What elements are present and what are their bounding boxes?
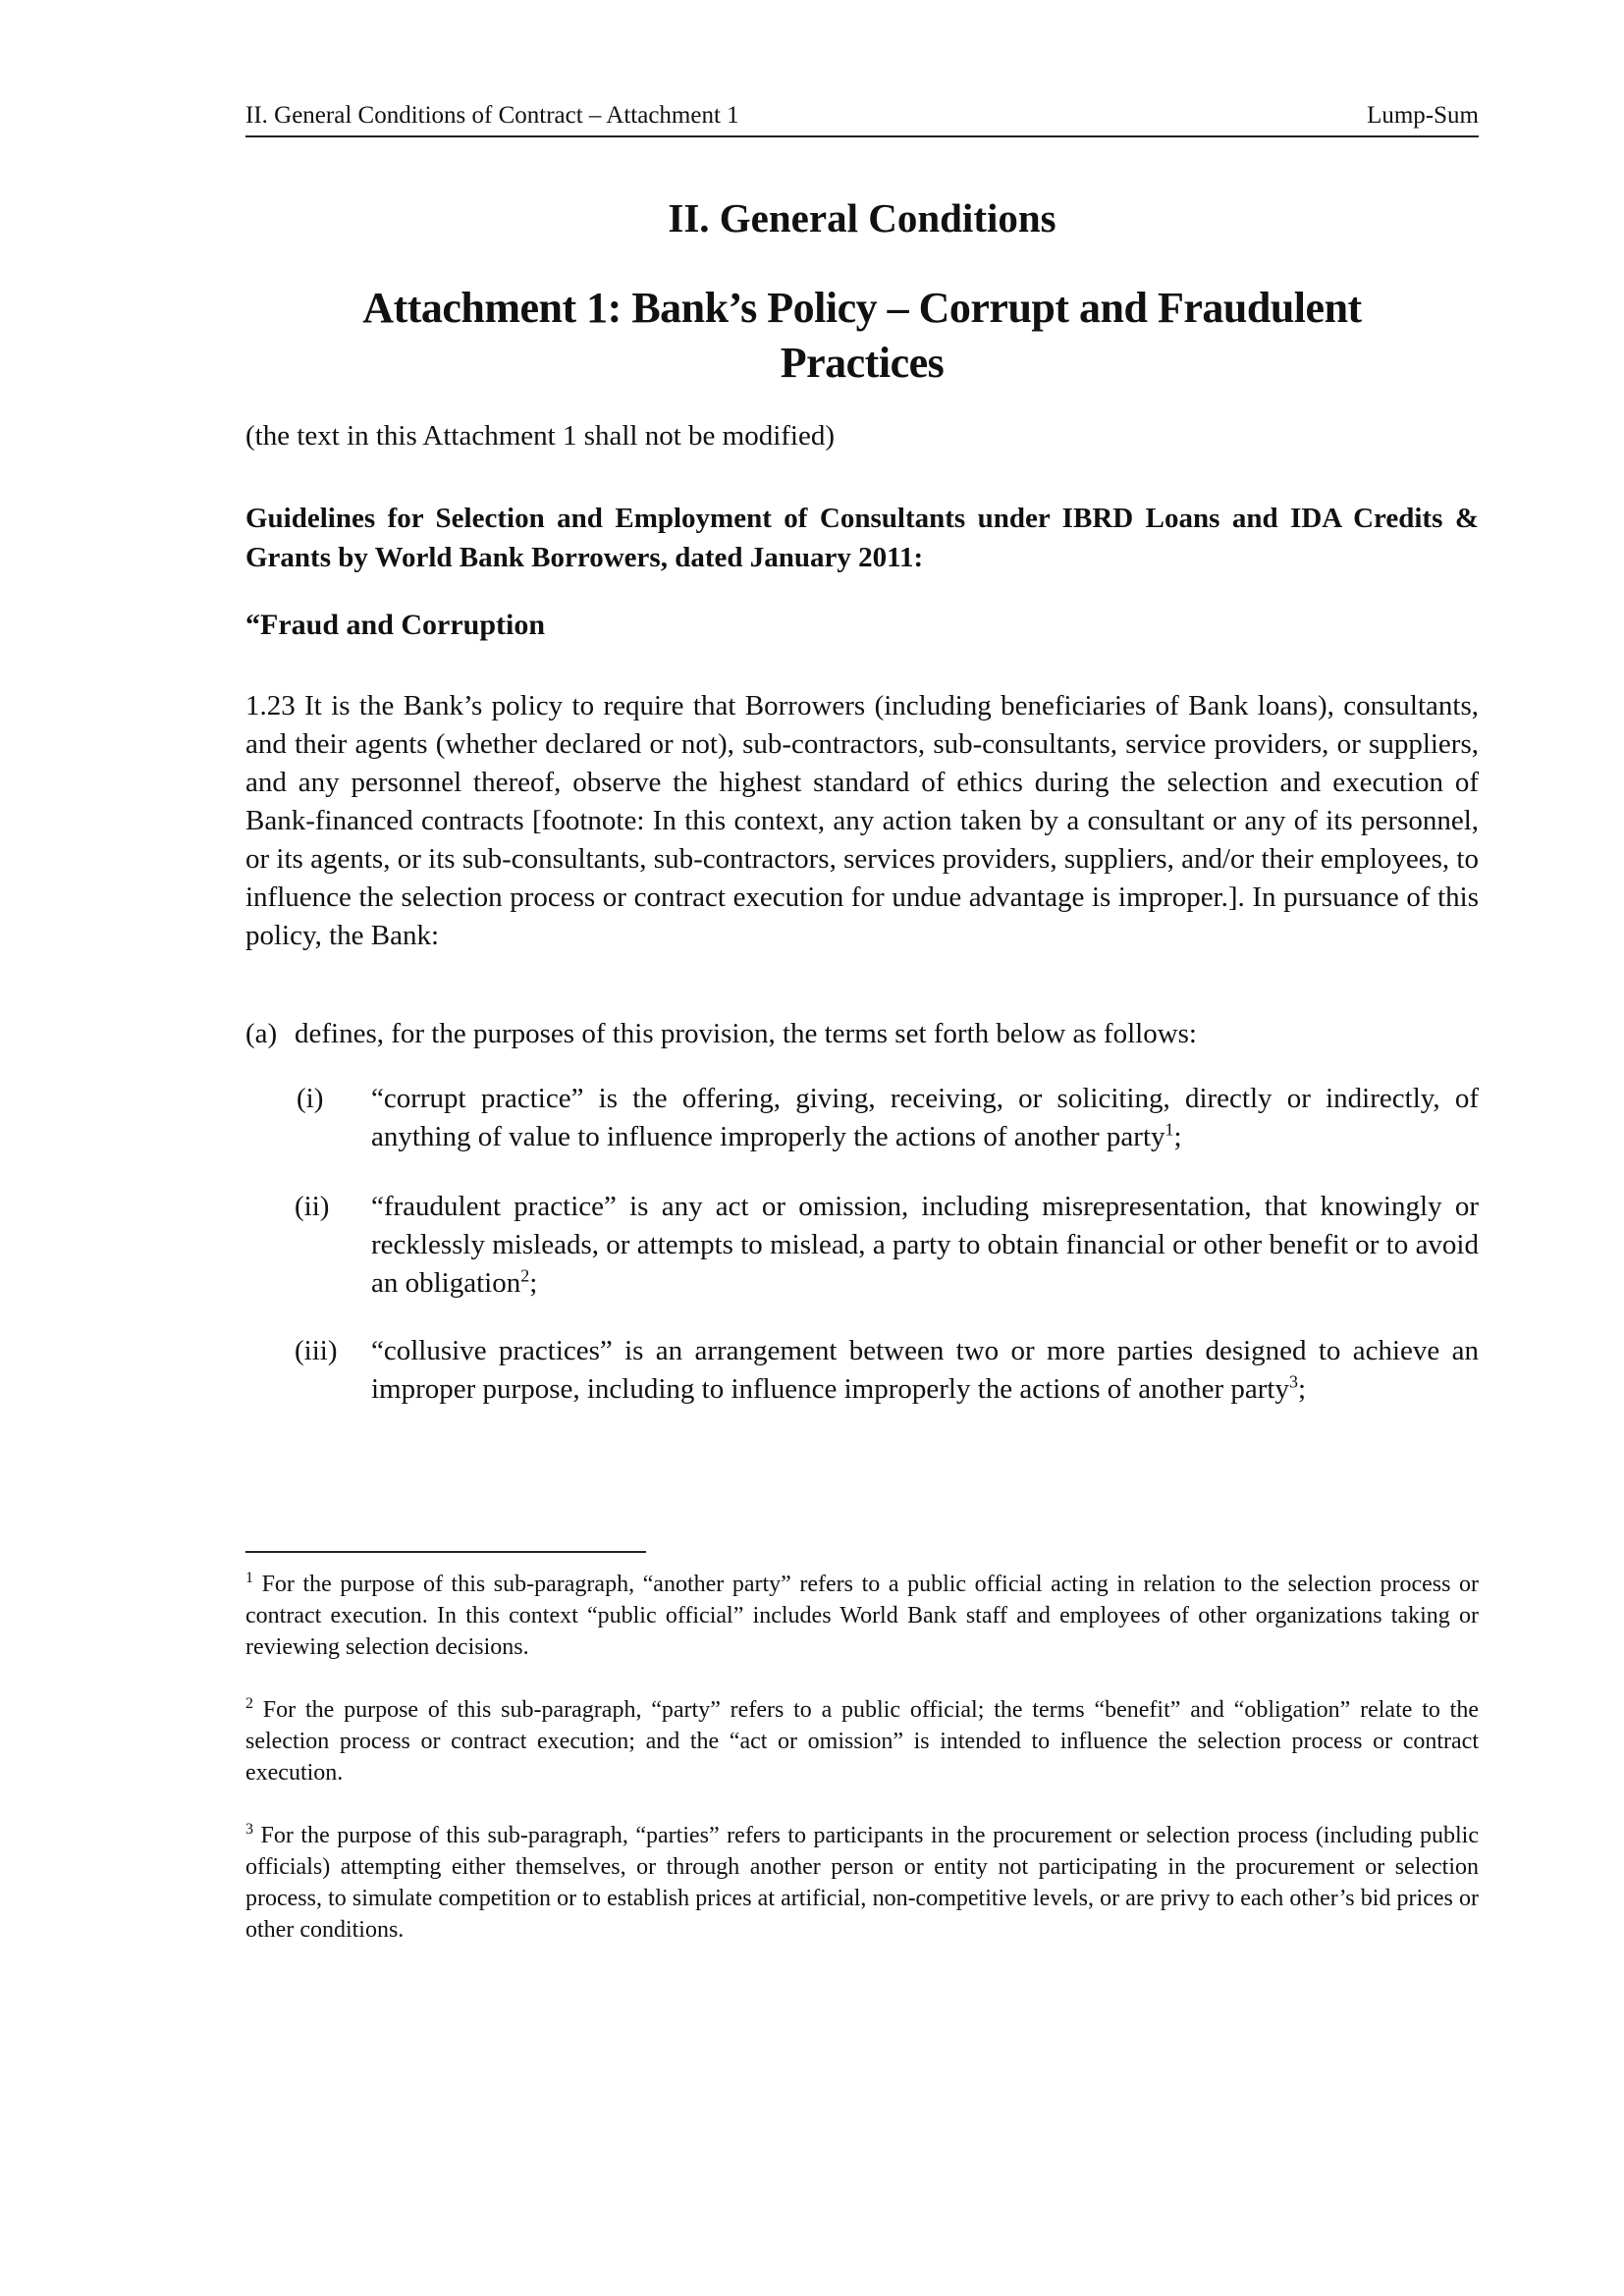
sub-item-end: ; [529,1267,538,1299]
page-subtitle: Attachment 1: Bank’s Policy – Corrupt and Fraudulent Practices [362,284,1362,387]
list-item-a [245,1015,1479,1053]
sub-item-end: ; [1297,1373,1307,1405]
footnote-text: For the purpose of this sub-paragraph, “another party” refers to a public official acting in relation to the selection process or contract execution. In this context “public official” includes World Bank staff and employees of other organizations taking or reviewing selection decisions. [245,1572,1479,1660]
header-right-text: Lump-Sum [1367,102,1479,129]
footnote-number: 3 [245,1821,253,1838]
footnote-number: 1 [245,1570,253,1586]
list-item-text: defines, for the purposes of this provision, the terms set forth below as follows: [295,1018,1197,1049]
sub-item-text: “corrupt practice” is the offering, giving, receiving, or soliciting, directly or indirectly, of anything of value to influence improperly the actions of another party [371,1083,1479,1152]
policy-paragraph: 1.23 It is the Bank’s policy to require that Borrowers (including beneficiaries of Bank loans), consultants, and their agents (whether declared or not), sub-contractors, sub-consultants, service providers, or suppliers, and any personnel thereof, observe the highest standard of ethics during the selection and execution of Bank-financed contracts [footnote: In this context, any action taken by a consultant or any of its personnel, or its agents, or its sub-consultants, sub-contractors, services providers, suppliers, and/or their employees, to influence the selection process or contract execution for undue advantage is improper.]. In pursuance of this policy, the Bank: [245,690,1479,951]
modification-note: (the text in this Attachment 1 shall not be modified) [245,420,836,452]
sub-item-ii [295,1188,1479,1303]
footnote-ref[interactable]: 1 [1164,1119,1174,1140]
guidelines-heading: Guidelines for Selection and Employment of Consultants under IBRD Loans and IDA Credits & Grants by World Bank Borrowers, dated January 2011: [245,503,1479,573]
sub-item-text: “collusive practices” is an arrangement between two or more parties designed to achieve an improper purpose, including to influence improperly the actions of another party [371,1335,1479,1405]
footnote-ref[interactable]: 3 [1288,1371,1298,1392]
page-title: II. General Conditions [668,195,1056,240]
header-left-text: II. General Conditions of Contract – Attachment 1 [245,102,739,129]
footnote-text: For the purpose of this sub-paragraph, “parties” refers to participants in the procurement or selection process (including public officials) attempting either themselves, or through another person or entity not participating in the procurement or selection process, to simulate competition or to establish prices at artificial, non-competitive levels, or are privy to each other’s bid prices or other conditions. [245,1823,1479,1943]
footnote-text: For the purpose of this sub-paragraph, “party” refers to a public official; the terms “benefit” and “obligation” relate to the selection process or contract execution; and the “act or omission” is intended to influence the selection process or contract execution. [245,1697,1479,1786]
sub-item-iii [295,1332,1479,1409]
sub-item-end: ; [1173,1121,1182,1152]
sub-item-marker: (ii) [295,1191,330,1222]
sub-item-marker: (iii) [295,1335,338,1366]
footnote-3 [245,1820,1479,1946]
sub-item-text: “fraudulent practice” is any act or omission, including misrepresentation, that knowingly or recklessly misleads, or attempts to mislead, a party to obtain financial or other benefit or to avoid an obligation [371,1191,1479,1299]
footnote-number: 2 [245,1695,253,1712]
list-marker: (a) [245,1018,278,1049]
footnote-separator [245,1551,646,1553]
running-header [245,96,1479,137]
footnote-2 [245,1694,1479,1789]
sub-item-marker: (i) [297,1083,324,1114]
footnote-ref[interactable]: 2 [520,1265,530,1286]
section-heading: “Fraud and Corruption [245,609,546,641]
footnote-1 [245,1569,1479,1663]
sub-item-i [297,1080,1479,1156]
